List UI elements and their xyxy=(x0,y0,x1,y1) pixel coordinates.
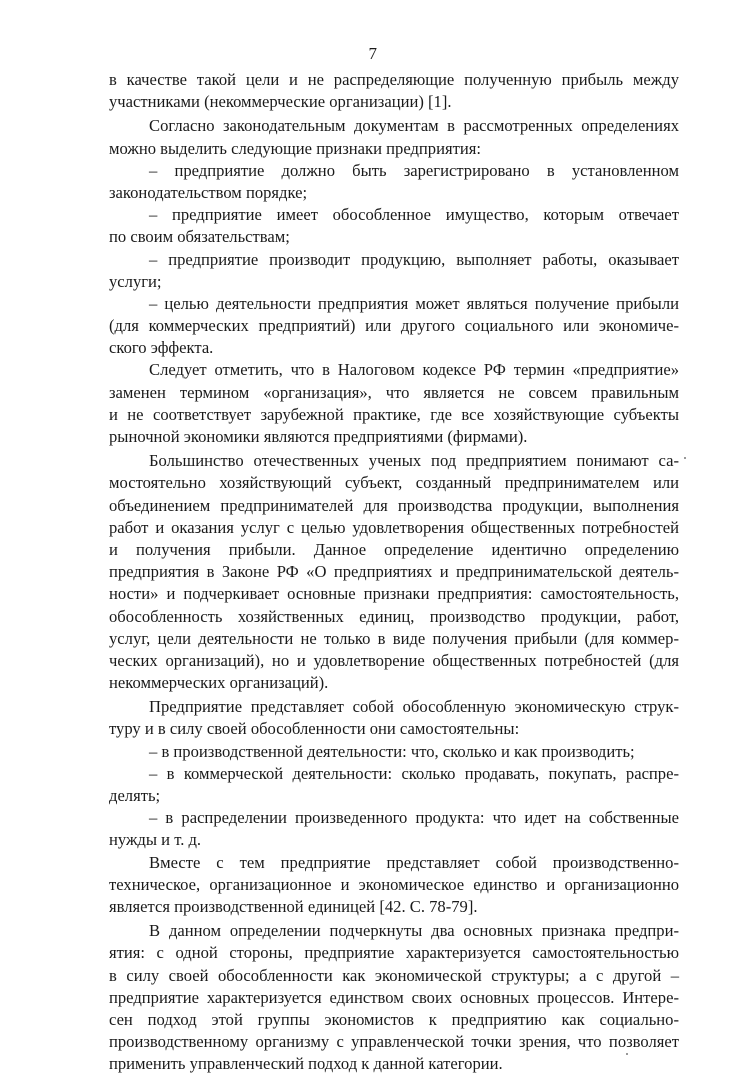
text-line: услуг, цели деятельности не только в виде получения прибыли (для коммер- xyxy=(109,628,679,648)
paragraph-start: Следует отметить, что в Налоговом кодексе РФ термин «предприятие» xyxy=(149,360,679,380)
text-line: является производственной единицей [42. С. 78-79]. xyxy=(109,896,478,916)
text-line: в силу своей обособленности как экономической структуры; а с другой – xyxy=(109,965,679,985)
list-item: – предприятие должно быть зарегистрировано в установленном xyxy=(149,160,679,180)
list-item: – в производственной деятельности: что, сколько и как производить; xyxy=(149,741,635,761)
body-text xyxy=(109,69,679,1075)
text-line: и получения прибыли. Данное определение идентично определению xyxy=(109,539,679,559)
paragraph-start: Согласно законодательным документам в рассмотренных определениях xyxy=(149,116,679,136)
paragraph-start: Предприятие представляет собой обособленную экономическую струк- xyxy=(149,697,679,717)
scan-speck xyxy=(626,1053,628,1055)
text-line: нужды и т. д. xyxy=(109,830,202,850)
text-line: услуги; xyxy=(109,271,162,291)
list-item: – в коммерческой деятельности: сколько продавать, покупать, распре- xyxy=(149,763,679,783)
page-number: 7 xyxy=(368,44,378,63)
text-line: законодательством порядке; xyxy=(109,182,308,202)
text-line: техническое, организационное и экономическое единство и организационно xyxy=(109,874,679,894)
text-line: участниками (некоммерческие организации) [1]. xyxy=(109,92,452,112)
list-item: – в распределении произведенного продукта: что идет на собственные xyxy=(149,808,679,828)
list-item: – целью деятельности предприятия может являться получение прибыли xyxy=(149,293,679,313)
text-line: ности» и подчеркивает основные признаки предприятия: самостоятельность, xyxy=(109,584,679,604)
list-item: – предприятие имеет обособленное имущество, которым отвечает xyxy=(149,205,679,225)
text-line: обособленность хозяйственных единиц, производство продукции, работ, xyxy=(109,606,679,626)
paragraph-start: В данном определении подчеркнуты два основных признака предпри- xyxy=(149,921,679,941)
text-line: заменен термином «организация», что является не совсем правильным xyxy=(109,382,679,402)
list-item: – предприятие производит продукцию, выполняет работы, оказывает xyxy=(149,249,679,269)
paragraph-start: Вместе с тем предприятие представляет собой производственно- xyxy=(149,852,679,872)
text-line: в качестве такой цели и не распределяющие полученную прибыль между xyxy=(109,70,679,89)
scan-speck xyxy=(684,457,686,459)
text-line: (для коммерческих предприятий) или другого социального или экономиче- xyxy=(109,316,679,336)
text-line: и не соответствует зарубежной практике, где все хозяйствующие субъекты xyxy=(109,404,679,424)
paragraph-start: Большинство отечественных ученых под предприятием понимают са- xyxy=(149,451,679,471)
text-line: работ и оказания услуг с целью удовлетворения общественных потребностей xyxy=(109,517,679,537)
text-line: мостоятельно хозяйствующий субъект, созданный предпринимателем или xyxy=(109,473,679,493)
text-line: по своим обязательствам; xyxy=(109,227,290,247)
text-line: применить управленческий подход к данной категории. xyxy=(109,1054,503,1074)
text-line: делять; xyxy=(109,786,161,805)
text-line: туру и в силу своей обособленности они самостоятельны: xyxy=(109,719,520,739)
text-line: ского эффекта. xyxy=(109,338,214,358)
text-line: можно выделить следующие признаки предприятия: xyxy=(109,138,481,158)
text-line: предприятие характеризуется единством своих основных процессов. Интере- xyxy=(109,987,679,1007)
text-line: объединением предпринимателей для производства продукции, выполнения xyxy=(109,495,679,515)
text-line: ятия: с одной стороны, предприятие характеризуется самостоятельностью xyxy=(109,943,679,963)
text-line: рыночной экономики являются предприятиями (фирмами). xyxy=(109,427,528,446)
text-line: сен подход этой группы экономистов к предприятию как социально- xyxy=(109,1009,679,1029)
text-line: предприятия в Законе РФ «О предприятиях и предпринимательской деятель- xyxy=(109,562,679,582)
text-line: производственному организму с управленческой точки зрения, что позволяет xyxy=(109,1032,679,1052)
text-line: некоммерческих организаций). xyxy=(109,673,329,693)
text-line: ческих организаций), но и удовлетворение общественных потребностей (для xyxy=(109,650,679,670)
